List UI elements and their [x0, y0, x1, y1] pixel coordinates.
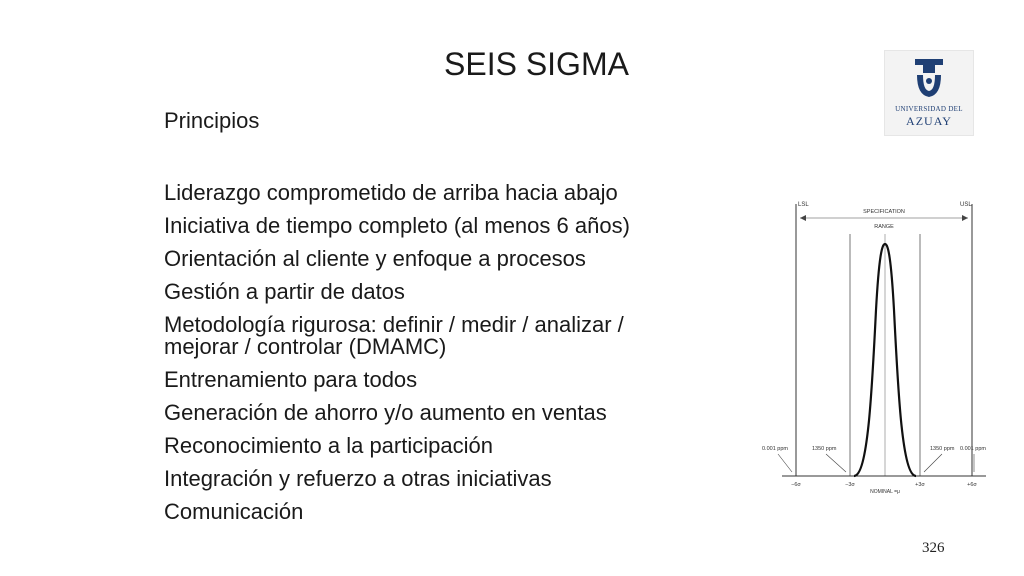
- spec-label-line1: SPECIFICATION: [863, 209, 905, 215]
- list-item: Integración y refuerzo a otras iniciativas: [164, 466, 552, 491]
- ppm-right-outer-label: 0.001 ppm: [960, 446, 986, 452]
- list-item-line: mejorar / controlar (DMAMC): [164, 334, 447, 359]
- ppm-left-inner-label: 1350 ppm: [812, 446, 837, 452]
- page-number: 326: [922, 540, 945, 556]
- section-heading: Principios: [164, 108, 260, 133]
- lsl-label: LSL: [798, 202, 809, 208]
- logo-emblem-icon: [885, 51, 973, 105]
- list-item-line: Metodología rigurosa: definir / medir / analizar /: [164, 312, 624, 337]
- principles-list: [164, 176, 744, 528]
- list-item: Comunicación: [164, 499, 304, 524]
- list-item: Liderazgo comprometido de arriba hacia abajo: [164, 180, 618, 205]
- list-item: Iniciativa de tiempo completo (al menos 6 años): [164, 213, 630, 238]
- usl-label: USL: [960, 202, 972, 208]
- list-item: Orientación al cliente y enfoque a procesos: [164, 246, 586, 271]
- list-item: Reconocimiento a la participación: [164, 433, 493, 458]
- ppm-left-outer-label: 0.001 ppm: [762, 446, 788, 452]
- list-item: [164, 308, 744, 363]
- tick-label: +6σ: [967, 482, 977, 488]
- spec-label-line2: RANGE: [874, 224, 894, 230]
- logo-text-line1: UNIVERSIDAD DEL: [895, 105, 963, 113]
- ppm-right-inner-label: 1350 ppm: [930, 446, 955, 452]
- tick-label: −6σ: [791, 482, 801, 488]
- tick-label: −3σ: [845, 482, 855, 488]
- university-logo: [884, 50, 974, 136]
- logo-text-line2: AZUAY: [906, 114, 952, 128]
- six-sigma-distribution-figure: [760, 190, 990, 496]
- slide-title: SEIS SIGMA: [444, 46, 629, 82]
- list-item: Generación de ahorro y/o aumento en ventas: [164, 400, 607, 425]
- nominal-label: NOMINAL =μ: [870, 489, 900, 495]
- list-item: Entrenamiento para todos: [164, 367, 418, 392]
- list-item: Gestión a partir de datos: [164, 279, 405, 304]
- tick-label: +3σ: [915, 482, 925, 488]
